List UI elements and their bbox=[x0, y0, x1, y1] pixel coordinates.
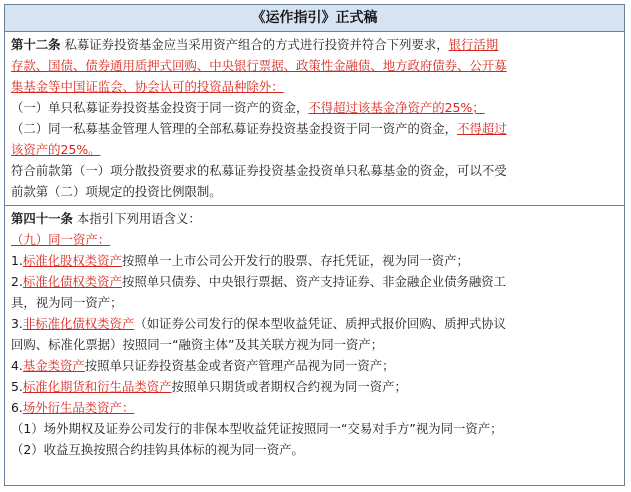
document-table bbox=[4, 4, 625, 486]
clause-1-text: （一）单只私募证券投资基金投资于同一资产的资金， bbox=[11, 100, 309, 115]
article-41-section bbox=[5, 206, 624, 463]
article-12-section bbox=[5, 32, 624, 206]
article-41-text: 本指引下列用语含义： bbox=[76, 211, 201, 226]
exemption-text: 集基金等中国证监会、协会认可的投资品种除外： bbox=[11, 79, 284, 94]
otc-derivative-term: 场外衍生品类资产： bbox=[22, 400, 135, 415]
item-number: 2. bbox=[11, 274, 23, 289]
document-title: 《运作指引》正式稿 bbox=[5, 5, 624, 32]
exemption-text: 银行活期 bbox=[448, 37, 499, 52]
item-number: 3. bbox=[11, 316, 23, 331]
nonstandard-debt-definition: （如证券公司发行的保本型收益凭证、质押式报价回购、质押式协议 bbox=[134, 316, 507, 331]
equity-asset-definition: 按照单一上市公司公开发行的股票、存托凭证，视为同一资产； bbox=[121, 253, 469, 268]
debt-asset-definition: 具，视为同一资产； bbox=[11, 295, 123, 310]
debt-asset-term: 标准化债权类资产 bbox=[22, 274, 122, 289]
fund-asset-term: 基金类资产 bbox=[22, 358, 85, 373]
swap-definition: （2）收益互换按照合约挂钩具体标的视为同一资产。 bbox=[11, 442, 304, 457]
debt-asset-definition: 按照单只债券、中央银行票据、资产支持证券、非金融企业债务融资工 bbox=[121, 274, 507, 289]
nonstandard-debt-term: 非标准化债权类资产 bbox=[22, 316, 135, 331]
article-41-heading: 第四十一条 bbox=[11, 211, 73, 226]
exemption-text: 存款、国债、债券通用质押式回购、中央银行票据、政策性金融债、地方政府债券、公开募 bbox=[11, 58, 507, 73]
clause-2-text: （二）同一私募基金管理人管理的全部私募证券投资基金投资于同一资产的资金， bbox=[11, 121, 458, 136]
otc-option-definition: （1）场外期权及证券公司发行的非保本型收益凭证按照同一“交易对手方”视为同一资产； bbox=[11, 421, 503, 436]
clause-2-limit: 不得超过 bbox=[457, 121, 507, 136]
clause-2-limit: 该资产的25%。 bbox=[11, 142, 101, 157]
article-12-heading: 第十二条 bbox=[11, 37, 61, 52]
same-asset-heading: （九）同一资产： bbox=[11, 232, 111, 247]
fund-asset-definition: 按照单只证券投资基金或者资产管理产品视为同一资产； bbox=[84, 358, 395, 373]
nonstandard-debt-definition: 回购、标准化票据）按照同一“融资主体”及其关联方视为同一资产； bbox=[11, 337, 384, 352]
item-number: 1. bbox=[11, 253, 23, 268]
item-number: 4. bbox=[11, 358, 23, 373]
futures-asset-definition: 按照单只期货或者期权合约视为同一资产； bbox=[171, 379, 407, 394]
item-number: 6. bbox=[11, 400, 23, 415]
article-12-note: 符合前款第（一）项分散投资要求的私募证券投资基金投资单只私募基金的资金，可以不受 bbox=[11, 163, 507, 178]
item-number: 5. bbox=[11, 379, 23, 394]
article-12-text: 私募证券投资基金应当采用资产组合的方式进行投资并符合下列要求， bbox=[64, 37, 449, 52]
article-12-note: 前款第（二）项规定的投资比例限制。 bbox=[11, 184, 222, 199]
clause-1-limit: 不得超过该基金净资产的25%； bbox=[308, 100, 485, 115]
equity-asset-term: 标准化股权类资产 bbox=[22, 253, 122, 268]
futures-asset-term: 标准化期货和衍生品类资产 bbox=[22, 379, 172, 394]
